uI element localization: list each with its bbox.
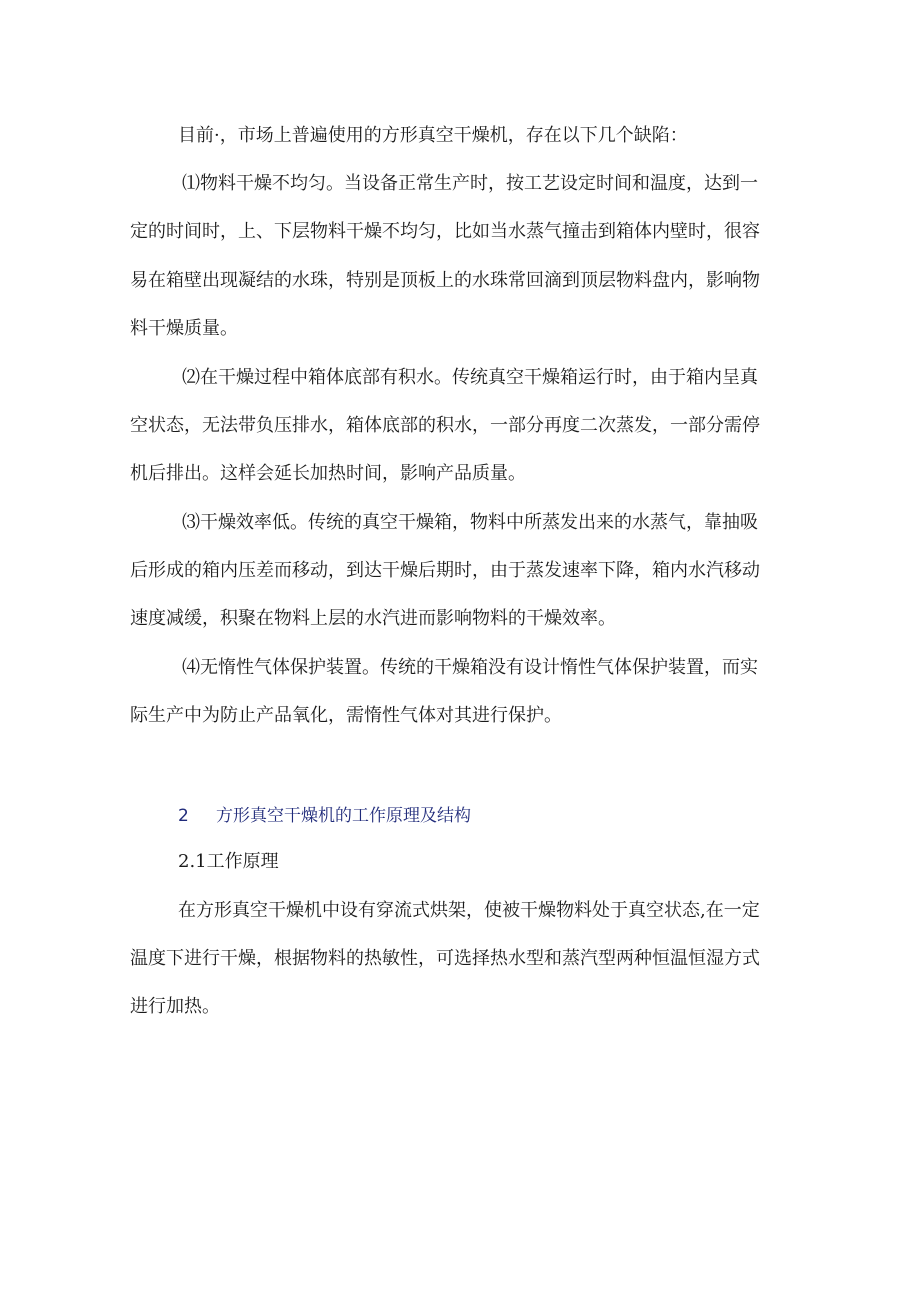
defect-1-line: 料干燥质量。	[130, 318, 238, 339]
principle-line: 温度下进行干燥，根据物料的热敏性，可选择热水型和蒸汽型两种恒温恒湿方式	[130, 948, 760, 969]
defect-1-line: ⑴物料干燥不均匀。当设备正常生产时，按工艺设定时间和温度，达到一	[182, 173, 758, 194]
defect-4-line: 际生产中为防止产品氧化，需惰性气体对其进行保护。	[130, 705, 562, 726]
defect-2-line: 空状态，无法带负压排水，箱体底部的积水，一部分再度二次蒸发，一部分需停	[130, 415, 760, 436]
defect-1-line: 易在箱壁出现凝结的水珠，特别是顶板上的水珠常回滴到顶层物料盘内，影响物	[130, 270, 760, 291]
defect-3-line: 后形成的箱内压差而移动，到达干燥后期时，由于蒸发速率下降，箱内水汽移动	[130, 560, 760, 581]
defect-3-line: ⑶干燥效率低。传统的真空干燥箱，物料中所蒸发出来的水蒸气，靠抽吸	[182, 512, 758, 533]
principle-line: 在方形真空干燥机中设有穿流式烘架，使被干燥物料处于真空状态,在一定	[178, 900, 760, 921]
section-title: 方形真空干燥机的工作原理及结构	[216, 806, 471, 826]
section-number: 2	[178, 806, 189, 826]
defect-1-line: 定的时间时，上、下层物料干燥不均匀，比如当水蒸气撞击到箱体内壁时，很容	[130, 221, 760, 242]
defect-2-line: ⑵在干燥过程中箱体底部有积水。传统真空干燥箱运行时，由于箱内呈真	[182, 367, 758, 388]
defect-4-line: ⑷无惰性气体保护装置。传统的干燥箱没有设计惰性气体保护装置，而实	[182, 657, 758, 678]
section-heading	[178, 804, 471, 828]
defect-2-line: 机后排出。这样会延长加热时间，影响产品质量。	[130, 463, 526, 484]
principle-line: 进行加热。	[130, 996, 220, 1017]
subsection-heading: 2.1工作原理	[178, 851, 279, 872]
intro-paragraph: 目前·，市场上普遍使用的方形真空干燥机，存在以下几个缺陷：	[178, 125, 688, 146]
defect-3-line: 速度减缓，积聚在物料上层的水汽进而影响物料的干燥效率。	[130, 608, 616, 629]
